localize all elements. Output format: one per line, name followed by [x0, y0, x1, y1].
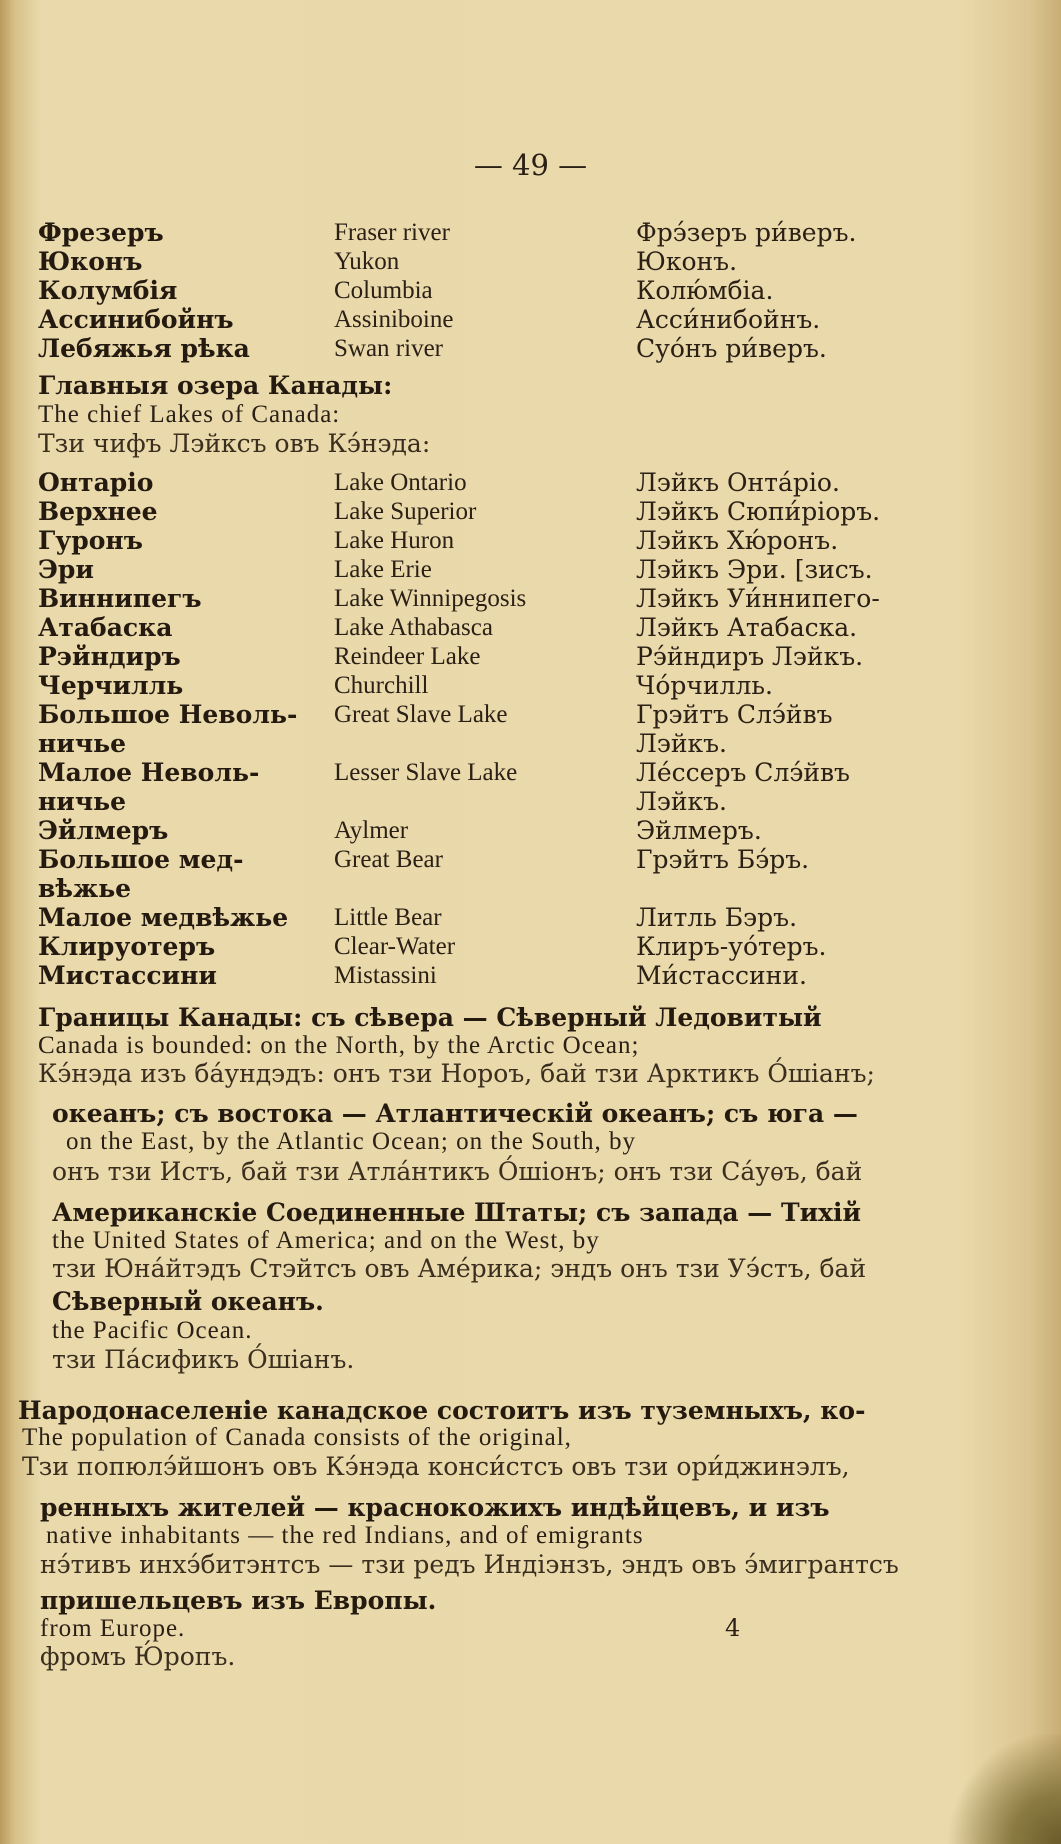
- lake-transliteration: Чо́рчилль.: [636, 671, 773, 700]
- lake-transliteration: Лэйкъ Эри. [зисъ.: [636, 555, 873, 584]
- lake-ru: Виннипегъ: [38, 584, 202, 613]
- lake-ru: Малое медвѣжье: [38, 903, 289, 932]
- lake-transliteration: Лэйкъ Сюпи́ріоръ.: [636, 497, 881, 526]
- lake-row: [0, 845, 1061, 874]
- lake-transliteration: Лэйкъ Хю́ронъ.: [636, 526, 839, 555]
- borders-line-12: тзи Па́сификъ О́шіанъ.: [52, 1345, 355, 1374]
- signature-mark: 4: [725, 1614, 741, 1642]
- lake-ru: вѣжье: [38, 874, 132, 903]
- lake-ru: Атабаска: [38, 613, 173, 642]
- lakes-heading-tr: Тзи чифъ Лэйксъ овъ Кэ́нэда:: [38, 429, 431, 458]
- lake-transliteration: Лэйкъ.: [636, 729, 728, 758]
- population-line-5: native inhabitants — the red Indians, and of emigrants: [46, 1522, 644, 1549]
- river-row: [0, 334, 1061, 363]
- lake-ru: Малое Неволь-: [38, 758, 260, 787]
- river-transliteration: Юконъ.: [636, 247, 738, 276]
- lake-ru: Эри: [38, 555, 94, 584]
- lake-ru: Большое мед-: [38, 845, 244, 874]
- population-line-7: пришельцевъ изъ Европы.: [40, 1586, 437, 1615]
- lake-en: Lake Ontario: [334, 469, 467, 496]
- river-row: [0, 276, 1061, 305]
- lake-row: [0, 526, 1061, 555]
- lake-row: [0, 874, 1061, 903]
- borders-line-11: the Pacific Ocean.: [52, 1317, 253, 1344]
- lake-transliteration: Ми́стассини.: [636, 961, 807, 990]
- lake-ru: ничье: [38, 787, 127, 816]
- lakes-heading-ru: Главныя озера Канады:: [38, 371, 393, 400]
- lake-ru: ничье: [38, 729, 127, 758]
- lake-row: [0, 584, 1061, 613]
- lake-en: Lake Superior: [334, 498, 477, 525]
- river-en: Assiniboine: [334, 306, 454, 333]
- lake-row: [0, 961, 1061, 990]
- lake-en: Lake Winnipegosis: [334, 585, 527, 612]
- river-ru: Фрезеръ: [38, 218, 164, 247]
- borders-line-1: Границы Канады: съ сѣвера — Сѣверный Ледовитый: [38, 1003, 822, 1032]
- lake-en: Little Bear: [334, 904, 442, 931]
- borders-line-9: тзи Юна́йтэдъ Стэйтсъ овъ Аме́рика; эндъ онъ тзи Уэ́стъ, бай: [52, 1254, 867, 1283]
- river-row: [0, 247, 1061, 276]
- corner-stain: [941, 1734, 1061, 1844]
- lake-transliteration: Лэйкъ Уи́ннипего-: [636, 584, 880, 613]
- lake-row: [0, 932, 1061, 961]
- lake-transliteration: Ле́ссеръ Слэ́йвъ: [636, 758, 850, 787]
- lake-ru: Клируотеръ: [38, 932, 216, 961]
- lake-transliteration: Лэйкъ.: [636, 787, 728, 816]
- lake-en: Clear-Water: [334, 933, 456, 960]
- lake-row: [0, 700, 1061, 729]
- page-number: — 49 —: [473, 148, 588, 182]
- lake-transliteration: Литль Бэръ.: [636, 903, 798, 932]
- lake-transliteration: Клиръ-уо́теръ.: [636, 932, 827, 961]
- lake-row: [0, 555, 1061, 584]
- population-line-2: The population of Canada consists of the original,: [22, 1424, 572, 1451]
- river-en: Swan river: [334, 335, 443, 362]
- river-row: [0, 218, 1061, 247]
- lake-row: [0, 729, 1061, 758]
- lake-row: [0, 613, 1061, 642]
- population-line-3: Тзи попюлэ́йшонъ овъ Кэ́нэда конси́стсъ овъ тзи ори́джинэлъ,: [22, 1452, 850, 1481]
- river-row: [0, 305, 1061, 334]
- borders-line-6: онъ тзи Истъ, бай тзи Атла́нтикъ О́шіонъ; онъ тзи Са́уѳъ, бай: [52, 1157, 863, 1186]
- lake-en: Great Slave Lake: [334, 701, 508, 728]
- borders-line-7: Американскіе Соединенные Штаты; съ запада — Тихій: [52, 1198, 862, 1227]
- lake-ru: Гуронъ: [38, 526, 143, 555]
- lake-transliteration: Грэйтъ Слэ́йвъ: [636, 700, 833, 729]
- river-transliteration: Асси́нибойнъ.: [636, 305, 821, 334]
- lake-row: [0, 816, 1061, 845]
- river-en: Fraser river: [334, 219, 450, 246]
- population-line-8: from Europe.: [40, 1615, 186, 1642]
- lake-transliteration: Рэ́йндиръ Лэйкъ.: [636, 642, 864, 671]
- lake-ru: Большое Неволь-: [38, 700, 298, 729]
- river-en: Columbia: [334, 277, 433, 304]
- borders-line-3: Кэ́нэда изъ ба́ундэдъ: онъ тзи Нороъ, бай тзи Арктикъ О́шіанъ;: [38, 1059, 875, 1088]
- lake-transliteration: Эйлмеръ.: [636, 816, 762, 845]
- lake-ru: Рэйндиръ: [38, 642, 181, 671]
- lake-ru: Эйлмеръ: [38, 816, 169, 845]
- lake-row: [0, 787, 1061, 816]
- lake-ru: Черчилль: [38, 671, 184, 700]
- population-line-9: фромъ Ю́ропъ.: [40, 1642, 236, 1671]
- lake-en: Churchill: [334, 672, 429, 699]
- river-transliteration: Суо́нъ ри́веръ.: [636, 334, 827, 363]
- borders-line-5: on the East, by the Atlantic Ocean; on the South, by: [66, 1128, 636, 1155]
- lake-transliteration: Грэйтъ Бэ́ръ.: [636, 845, 810, 874]
- lake-row: [0, 758, 1061, 787]
- river-ru: Колумбія: [38, 276, 178, 305]
- river-transliteration: Фрэ́зеръ ри́веръ.: [636, 218, 857, 247]
- lake-en: Mistassini: [334, 962, 437, 989]
- lake-en: Lake Huron: [334, 527, 455, 554]
- river-ru: Ассинибойнъ: [38, 305, 234, 334]
- borders-line-8: the United States of America; and on the West, by: [52, 1227, 600, 1254]
- river-ru: Юконъ: [38, 247, 143, 276]
- borders-line-2: Canada is bounded: on the North, by the Arctic Ocean;: [38, 1032, 640, 1059]
- lake-en: Lesser Slave Lake: [334, 759, 518, 786]
- lake-en: Lake Erie: [334, 556, 432, 583]
- lake-row: [0, 468, 1061, 497]
- lake-ru: Онтаріо: [38, 468, 154, 497]
- lake-en: Aylmer: [334, 817, 409, 844]
- population-line-1: Народонаселеніе канадское состоитъ изъ туземныхъ, ко-: [18, 1396, 866, 1425]
- lake-en: Lake Athabasca: [334, 614, 493, 641]
- lake-en: Reindeer Lake: [334, 643, 481, 670]
- lake-transliteration: Лэйкъ Атабаска.: [636, 613, 858, 642]
- lake-row: [0, 497, 1061, 526]
- river-ru: Лебяжья рѣка: [38, 334, 250, 363]
- borders-line-10: Сѣверный океанъ.: [52, 1287, 324, 1316]
- lake-row: [0, 671, 1061, 700]
- river-en: Yukon: [334, 248, 400, 275]
- lake-en: Great Bear: [334, 846, 443, 873]
- population-line-4: ренныхъ жителей — краснокожихъ индѣйцевъ, и изъ: [40, 1493, 830, 1522]
- lake-ru: Мистассини: [38, 961, 217, 990]
- lakes-heading-en: The chief Lakes of Canada:: [38, 401, 341, 428]
- river-transliteration: Колю́мбіа.: [636, 276, 774, 305]
- lake-row: [0, 903, 1061, 932]
- borders-line-4: океанъ; съ востока — Атлантическій океанъ; съ юга —: [52, 1099, 858, 1128]
- lake-transliteration: Лэйкъ Онта́ріо.: [636, 468, 840, 497]
- lake-row: [0, 642, 1061, 671]
- lake-ru: Верхнее: [38, 497, 158, 526]
- population-line-6: нэ́тивъ инхэ́битэнтсъ — тзи редъ Индіэнзъ, эндъ овъ э́мигрантсъ: [40, 1550, 899, 1579]
